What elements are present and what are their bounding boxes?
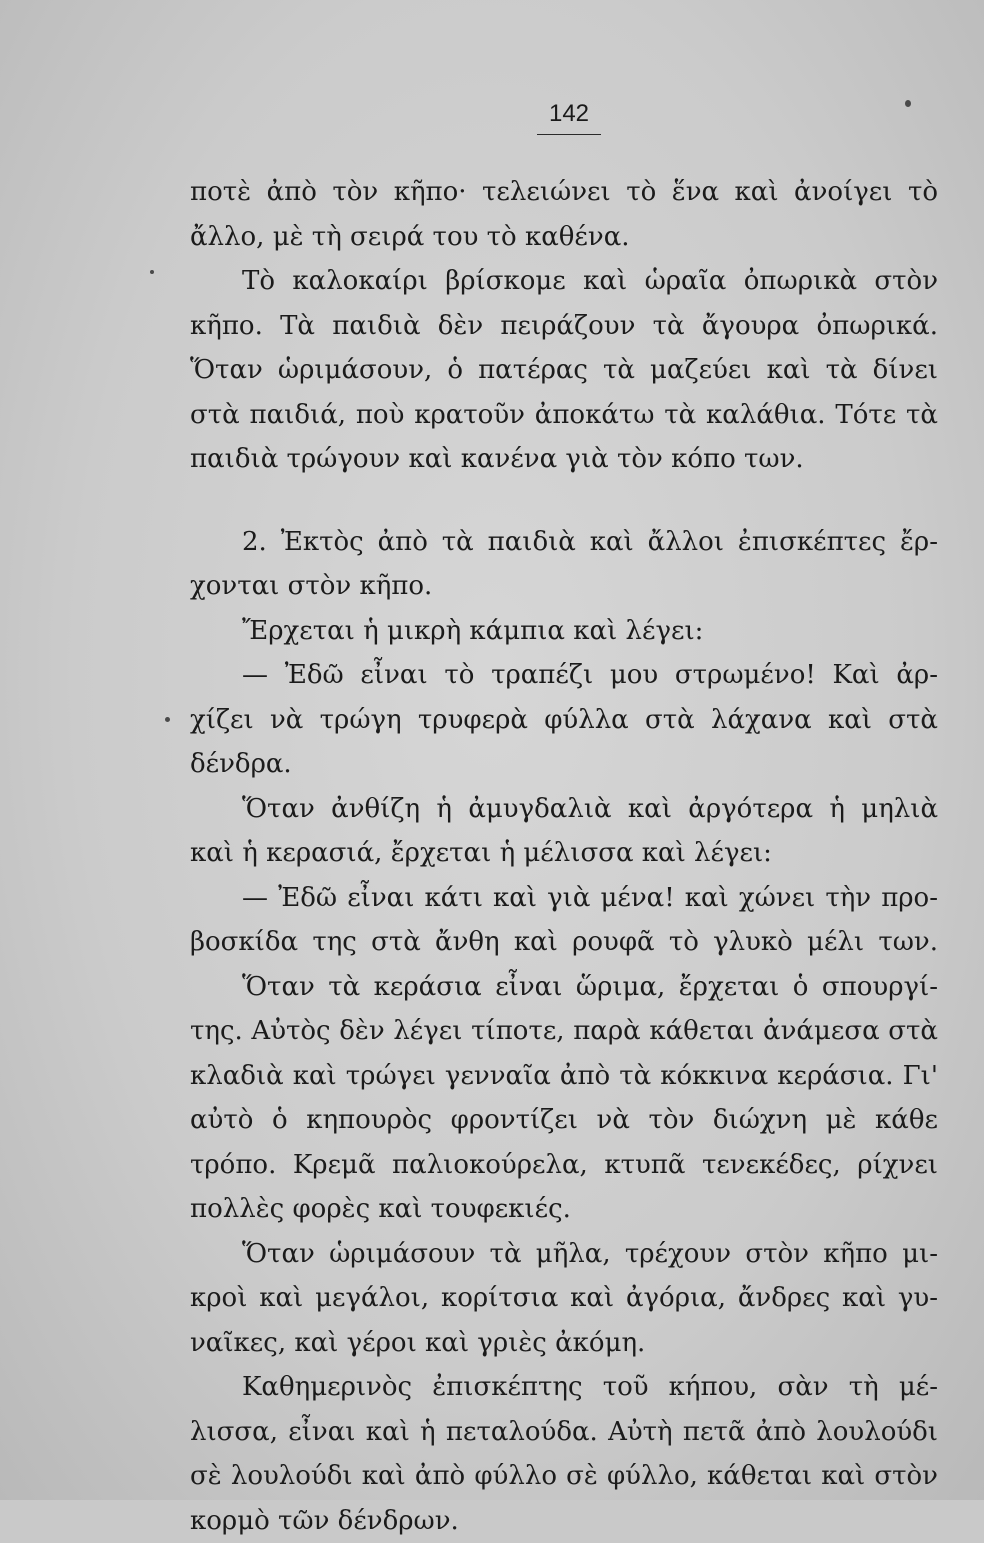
- text-line: Ὅταν ἀνθίζη ἡ ἀμυγδαλιὰ καὶ ἀργότερα ἡ μηλιὰ: [190, 787, 938, 832]
- text-line: λισσα, εἶναι καὶ ἡ πεταλούδα. Αὐτὴ πετᾶ ἀπὸ λουλούδι: [190, 1410, 938, 1455]
- paper-speck: [150, 270, 154, 274]
- text-line: στὰ παιδιά, ποὺ κρατοῦν ἀποκάτω τὰ καλάθια. Τότε τὰ: [190, 393, 938, 438]
- paper-speck: [165, 717, 170, 722]
- text-line: Ὅταν ὡριμάσουν, ὁ πατέρας τὰ μαζεύει καὶ τὰ δίνει: [190, 348, 938, 393]
- text-line: καὶ ἡ κερασιά, ἔρχεται ἡ μέλισσα καὶ λέγει:: [190, 831, 938, 876]
- text-line: της. Αὐτὸς δὲν λέγει τίποτε, παρὰ κάθεται ἀνάμεσα στὰ: [190, 1009, 938, 1054]
- text-line: Καθημερινὸς ἐπισκέπτης τοῦ κήπου, σὰν τὴ μέ-: [190, 1365, 938, 1410]
- text-line: κῆπο. Τὰ παιδιὰ δὲν πειράζουν τὰ ἄγουρα ὀπωρικά.: [190, 304, 938, 349]
- text-line: κορμὸ τῶν δένδρων.: [190, 1499, 938, 1543]
- text-line: δένδρα.: [190, 742, 938, 787]
- text-line: Ὅταν τὰ κεράσια εἶναι ὥριμα, ἔρχεται ὁ σπουργί-: [190, 965, 938, 1010]
- page-number: 142: [540, 100, 598, 128]
- text-line: πολλὲς φορὲς καὶ τουφεκιές.: [190, 1187, 938, 1232]
- body-text: [190, 170, 938, 1543]
- text-line: σὲ λουλούδι καὶ ἀπὸ φύλλο σὲ φύλλο, κάθεται καὶ στὸν: [190, 1454, 938, 1499]
- text-line: χίζει νὰ τρώγη τρυφερὰ φύλλα στὰ λάχανα καὶ στὰ: [190, 698, 938, 743]
- text-line: Ὅταν ὡριμάσουν τὰ μῆλα, τρέχουν στὸν κῆπο μι-: [190, 1232, 938, 1277]
- text-line: τρόπο. Κρεμᾶ παλιοκούρελα, κτυπᾶ τενεκέδες, ρίχνει: [190, 1143, 938, 1188]
- text-line: ἄλλο, μὲ τὴ σειρά του τὸ καθένα.: [190, 215, 938, 260]
- text-line: — Ἐδῶ εἶναι τὸ τραπέζι μου στρωμένο! Καὶ ἀρ-: [190, 653, 938, 698]
- text-line: κροὶ καὶ μεγάλοι, κορίτσια καὶ ἀγόρια, ἄνδρες καὶ γυ-: [190, 1276, 938, 1321]
- paper-speck: [905, 100, 911, 107]
- text-line: — Ἐδῶ εἶναι κάτι καὶ γιὰ μένα! καὶ χώνει τὴν προ-: [190, 876, 938, 921]
- text-line: ποτὲ ἀπὸ τὸν κῆπο· τελειώνει τὸ ἕνα καὶ ἀνοίγει τὸ: [190, 170, 938, 215]
- text-line: αὐτὸ ὁ κηπουρὸς φροντίζει νὰ τὸν διώχνη μὲ κάθε: [190, 1098, 938, 1143]
- text-line: Τὸ καλοκαίρι βρίσκομε καὶ ὡραῖα ὀπωρικὰ στὸν: [190, 259, 938, 304]
- text-line: 2. Ἐκτὸς ἀπὸ τὰ παιδιὰ καὶ ἄλλοι ἐπισκέπτες ἔρ-: [190, 520, 938, 565]
- page-number-underline: [537, 134, 601, 135]
- text-line: παιδιὰ τρώγουν καὶ κανένα γιὰ τὸν κόπο των.: [190, 437, 938, 482]
- text-line: χονται στὸν κῆπο.: [190, 564, 938, 609]
- text-line: βοσκίδα της στὰ ἄνθη καὶ ρουφᾶ τὸ γλυκὸ μέλι των.: [190, 920, 938, 965]
- text-line: Ἔρχεται ἡ μικρὴ κάμπια καὶ λέγει:: [190, 609, 938, 654]
- paragraph-gap: [190, 482, 938, 520]
- text-line: ναῖκες, καὶ γέροι καὶ γριὲς ἀκόμη.: [190, 1321, 938, 1366]
- text-line: κλαδιὰ καὶ τρώγει γενναῖα ἀπὸ τὰ κόκκινα κεράσια. Γι': [190, 1054, 938, 1099]
